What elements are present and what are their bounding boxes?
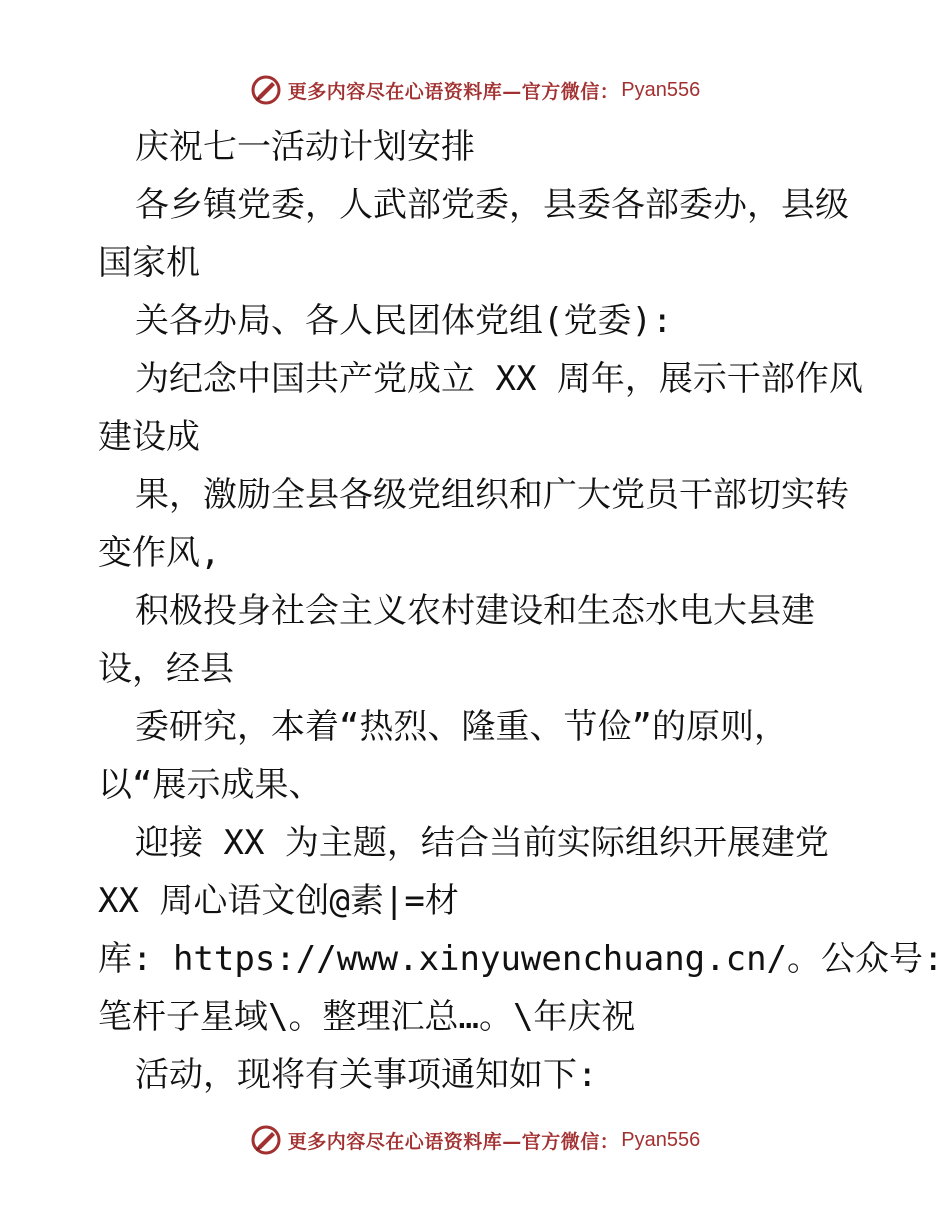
document-body [98, 118, 944, 1104]
pen-logo-icon [250, 1124, 282, 1156]
footer-banner [0, 1120, 950, 1160]
text-line: 建设成 [98, 417, 200, 457]
text-line: XX 周心语文创@素|=材 [98, 881, 459, 921]
text-line: 活动，现将有关事项通知如下: [135, 1055, 598, 1095]
footer-wechat-id: Pyan556 [621, 1128, 701, 1151]
text-line: 果，激励全县各级党组织和广大党员干部切实转 [135, 475, 849, 515]
text-line: 关各办局、各人民团体党组(党委): [135, 301, 673, 341]
text-line: 以“展示成果、 [98, 765, 323, 805]
text-line: 设，经县 [98, 649, 234, 689]
pen-logo-icon [250, 74, 282, 106]
text-line: 各乡镇党委，人武部党委，县委各部委办，县级 [135, 185, 849, 225]
text-line: 迎接 XX 为主题，结合当前实际组织开展建党 [135, 823, 829, 863]
text-line: 库: https://www.xinyuwenchuang.cn/。公众号: [98, 939, 944, 979]
header-banner-text: 更多内容尽在心语资料库—官方微信： [287, 80, 620, 103]
text-line: 积极投身社会主义农村建设和生态水电大县建 [135, 591, 815, 631]
text-line: 笔杆子星域\。整理汇总…。\年庆祝 [98, 997, 636, 1037]
text-line: 变作风, [98, 533, 221, 573]
header-banner [0, 70, 950, 110]
footer-banner-text: 更多内容尽在心语资料库—官方微信： [287, 1130, 620, 1153]
header-wechat-id: Pyan556 [621, 78, 701, 101]
text-line: 委研究，本着“热烈、隆重、节俭”的原则， [135, 707, 788, 747]
document-title: 庆祝七一活动计划安排 [135, 127, 475, 167]
text-line: 国家机 [98, 243, 200, 283]
text-line: 为纪念中国共产党成立 XX 周年，展示干部作风 [135, 359, 863, 399]
